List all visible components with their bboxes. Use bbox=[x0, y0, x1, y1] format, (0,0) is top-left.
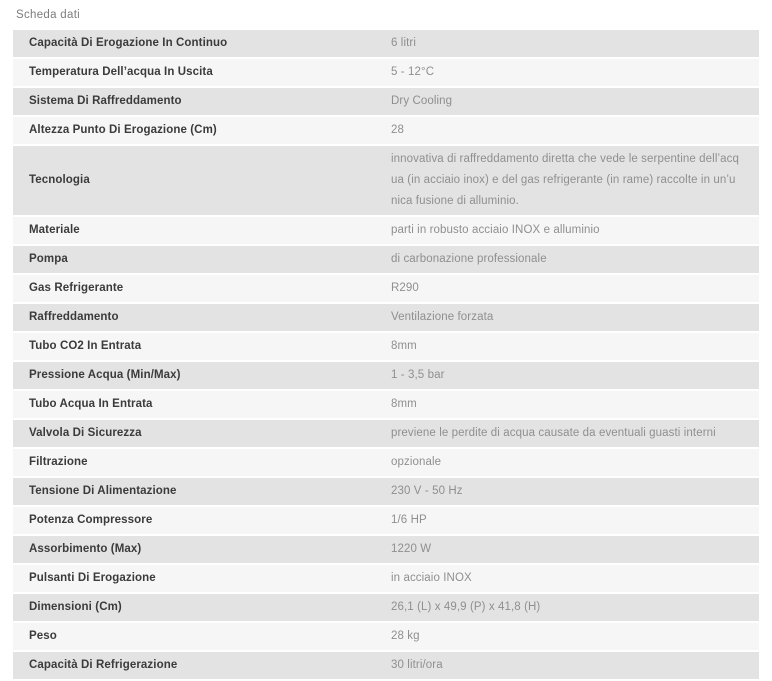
spec-label: Potenza Compressore bbox=[29, 514, 153, 526]
spec-row bbox=[13, 362, 759, 391]
spec-label: Dimensioni (Cm) bbox=[29, 601, 122, 613]
spec-label: Pompa bbox=[29, 253, 68, 265]
spec-value: R290 bbox=[391, 282, 419, 294]
spec-value: previene le perdite di acqua causate da eventuali guasti interni bbox=[391, 427, 716, 439]
spec-value: 5 - 12°C bbox=[391, 66, 435, 78]
spec-label: Materiale bbox=[29, 224, 80, 236]
spec-row bbox=[13, 536, 759, 565]
spec-label: Pressione Acqua (Min/Max) bbox=[29, 369, 181, 381]
spec-value: 6 litri bbox=[391, 37, 416, 49]
spec-value: 28 bbox=[391, 124, 404, 136]
spec-label: Tensione Di Alimentazione bbox=[29, 485, 177, 497]
spec-label: Raffreddamento bbox=[29, 311, 119, 323]
spec-label: Tecnologia bbox=[29, 174, 90, 186]
spec-label: Temperatura Dell’acqua In Uscita bbox=[29, 66, 213, 78]
spec-value: 1 - 3,5 bar bbox=[391, 369, 445, 381]
spec-row bbox=[13, 652, 759, 681]
spec-row bbox=[13, 59, 759, 88]
spec-label: Sistema Di Raffreddamento bbox=[29, 95, 182, 107]
spec-value: 26,1 (L) x 49,9 (P) x 41,8 (H) bbox=[391, 601, 541, 613]
spec-label: Peso bbox=[29, 630, 57, 642]
spec-label: Altezza Punto Di Erogazione (Cm) bbox=[29, 124, 217, 136]
spec-value: parti in robusto acciaio INOX e alluminio bbox=[391, 224, 600, 236]
spec-row bbox=[13, 478, 759, 507]
spec-value: 1/6 HP bbox=[391, 514, 427, 526]
spec-row bbox=[13, 246, 759, 275]
spec-row bbox=[13, 117, 759, 146]
spec-label: Gas Refrigerante bbox=[29, 282, 124, 294]
spec-value: 28 kg bbox=[391, 630, 420, 642]
spec-value: 1220 W bbox=[391, 543, 432, 555]
spec-label: Pulsanti Di Erogazione bbox=[29, 572, 156, 584]
spec-row bbox=[13, 30, 759, 59]
spec-value: Dry Cooling bbox=[391, 95, 453, 107]
spec-row bbox=[13, 623, 759, 652]
spec-row bbox=[13, 304, 759, 333]
spec-row bbox=[13, 507, 759, 536]
spec-label: Capacità Di Refrigerazione bbox=[29, 659, 178, 671]
spec-value: 30 litri/ora bbox=[391, 659, 443, 671]
spec-value: di carbonazione professionale bbox=[391, 253, 547, 265]
spec-value: in acciaio INOX bbox=[391, 572, 472, 584]
spec-row bbox=[13, 420, 759, 449]
spec-table bbox=[13, 30, 759, 681]
spec-row bbox=[13, 333, 759, 362]
spec-row bbox=[13, 88, 759, 117]
spec-value: innovativa di raffreddamento diretta che vede le serpentine dell’acqua (in acciaio inox) e del gas refrigerante (in rame) raccolte in un’unica fusione di alluminio. bbox=[391, 153, 739, 207]
spec-value: Ventilazione forzata bbox=[391, 311, 494, 323]
spec-row bbox=[13, 449, 759, 478]
spec-label: Tubo Acqua In Entrata bbox=[29, 398, 153, 410]
spec-value: opzionale bbox=[391, 456, 442, 468]
spec-label: Filtrazione bbox=[29, 456, 88, 468]
spec-label: Tubo CO2 In Entrata bbox=[29, 340, 142, 352]
spec-row bbox=[13, 594, 759, 623]
spec-label: Capacità Di Erogazione In Continuo bbox=[29, 37, 228, 49]
spec-row bbox=[13, 391, 759, 420]
spec-row bbox=[13, 275, 759, 304]
spec-label: Assorbimento (Max) bbox=[29, 543, 142, 555]
spec-row bbox=[13, 146, 759, 217]
spec-row bbox=[13, 565, 759, 594]
page-title: Scheda dati bbox=[16, 9, 81, 21]
spec-value: 230 V - 50 Hz bbox=[391, 485, 463, 497]
spec-value: 8mm bbox=[391, 398, 417, 410]
spec-label: Valvola Di Sicurezza bbox=[29, 427, 142, 439]
spec-value: 8mm bbox=[391, 340, 417, 352]
spec-row bbox=[13, 217, 759, 246]
